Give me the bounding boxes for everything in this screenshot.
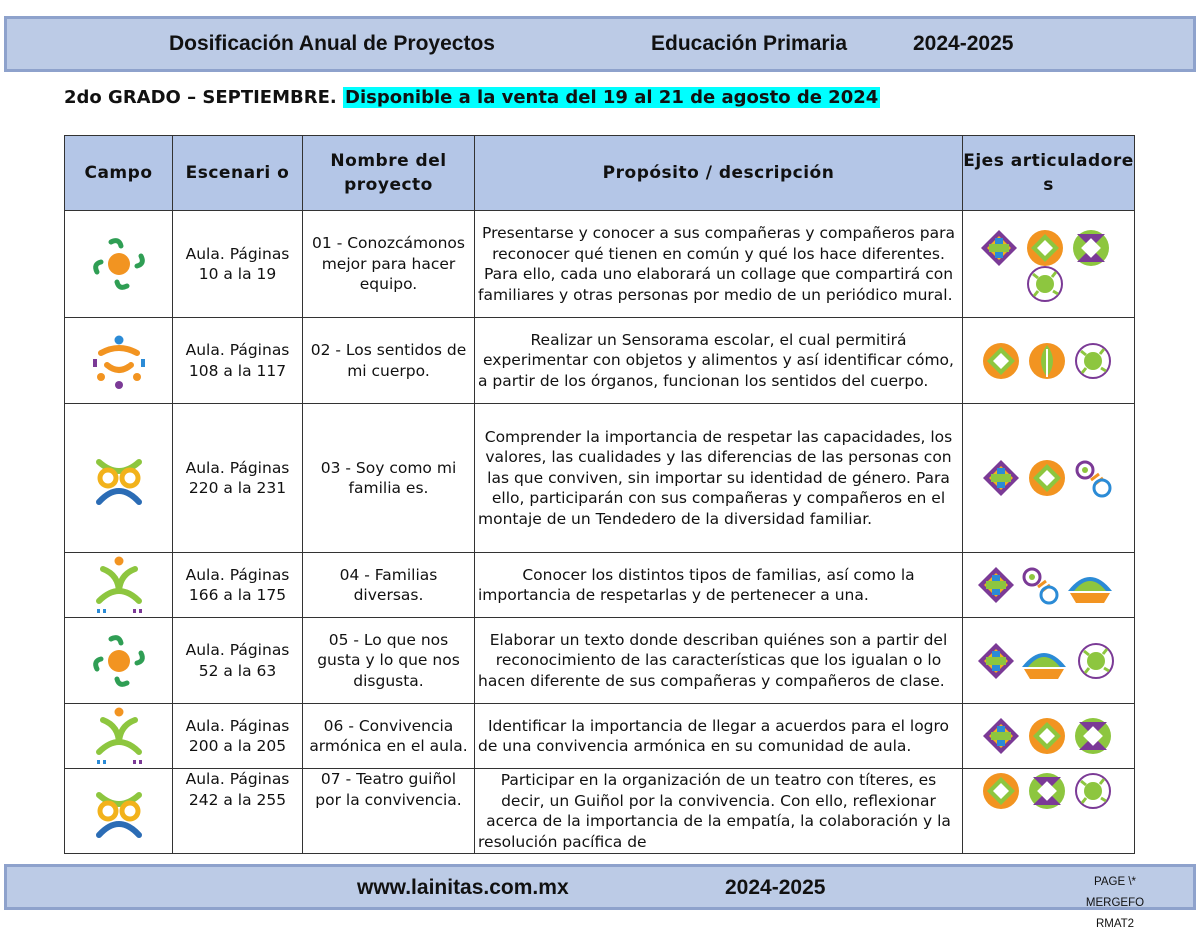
header-nombre: Nombre del proyecto	[303, 136, 475, 211]
campo-lenguajes-icon	[68, 555, 169, 615]
header-proposito: Propósito / descripción	[475, 136, 963, 211]
table-row	[65, 318, 1135, 404]
table-row	[65, 211, 1135, 318]
ejes-cell	[963, 553, 1135, 618]
projects-table	[64, 135, 1135, 854]
pensamiento-critico-icon	[1029, 460, 1065, 496]
table-row	[65, 769, 1135, 854]
header-escenario: Escenari o	[173, 136, 303, 211]
nombre-cell: 06 - Convivencia armónica en el aula.	[303, 704, 475, 769]
campo-cell	[65, 211, 173, 318]
ejes-icons	[966, 339, 1131, 383]
escenario-cell: Aula. Páginas 108 a la 117	[173, 318, 303, 404]
ejes-icons	[966, 714, 1131, 758]
escenario-cell: Aula. Páginas 52 a la 63	[173, 618, 303, 704]
table-header-row	[65, 136, 1135, 211]
vida-saludable-icon	[1076, 344, 1110, 378]
website-link[interactable]: www.lainitas.com.mx	[357, 876, 569, 899]
table-row	[65, 553, 1135, 618]
campo-cell	[65, 553, 173, 618]
footer-year: 2024-2025	[725, 876, 826, 899]
vida-saludable-leaf-icon	[1029, 343, 1065, 379]
campo-cell	[65, 618, 173, 704]
escenario-cell: Aula. Páginas 200 a la 205	[173, 704, 303, 769]
ejes-cell	[963, 318, 1135, 404]
campo-etica-naturaleza-icon	[68, 234, 169, 294]
ejes-cell	[963, 704, 1135, 769]
campo-cell	[65, 769, 173, 854]
inclusion-icon	[981, 230, 1017, 266]
header-ejes: Ejes articuladore s	[963, 136, 1135, 211]
ejes-icons	[966, 769, 1131, 813]
inclusion-icon	[978, 567, 1014, 603]
nombre-cell: 01 - Conozcámonos mejor para hacer equipo.	[303, 211, 475, 318]
table-row	[65, 618, 1135, 704]
ejes-icons	[966, 224, 1131, 304]
vida-saludable-icon	[1028, 267, 1062, 301]
grade-subtitle	[64, 87, 880, 108]
inclusion-icon	[983, 718, 1019, 754]
school-year: 2024-2025	[913, 32, 1014, 55]
pensamiento-critico-icon	[983, 343, 1019, 379]
nombre-cell: 05 - Lo que nos gusta y lo que nos disgusta.	[303, 618, 475, 704]
nombre-cell: 04 - Familias diversas.	[303, 553, 475, 618]
grade-month: 2do GRADO – SEPTIEMBRE.	[64, 87, 337, 108]
interculturalidad-icon	[1075, 718, 1111, 754]
campo-etica-naturaleza-icon	[68, 631, 169, 691]
pensamiento-critico-icon	[1029, 718, 1065, 754]
ejes-cell	[963, 404, 1135, 553]
proposito-cell: Identificar la importancia de llegar a acuerdos para el logro de una convivencia armónica en su comunidad de aula.	[475, 704, 963, 769]
ejes-cell	[963, 769, 1135, 854]
inclusion-icon	[978, 643, 1014, 679]
ejes-icons	[966, 563, 1131, 607]
vida-saludable-icon	[1079, 644, 1113, 678]
artes-icon	[1068, 577, 1112, 603]
artes-icon	[1022, 653, 1066, 679]
pensamiento-critico-icon	[1027, 230, 1063, 266]
nombre-cell: 02 - Los sentidos de mi cuerpo.	[303, 318, 475, 404]
table-row	[65, 404, 1135, 553]
ejes-cell	[963, 211, 1135, 318]
document-title: Dosificación Anual de Proyectos	[169, 32, 495, 55]
campo-cell	[65, 318, 173, 404]
footer-bar	[4, 864, 1196, 910]
page-number-field: PAGE \* MERGEFO RMAT2	[1085, 876, 1145, 927]
escenario-cell: Aula. Páginas 242 a la 255	[173, 769, 303, 854]
table-row	[65, 704, 1135, 769]
interculturalidad-icon	[1073, 230, 1109, 266]
igualdad-genero-icon	[1077, 462, 1110, 496]
proposito-cell: Elaborar un texto donde describan quiénes son a partir del reconocimiento de las características que los igualan o lo hacen diferente de sus compañeras y compañeros de clase.	[475, 618, 963, 704]
ejes-icons	[966, 456, 1131, 500]
proposito-cell: Conocer los distintos tipos de familias, así como la importancia de respetarlas y de pertenecer a una.	[475, 553, 963, 618]
escenario-cell: Aula. Páginas 166 a la 175	[173, 553, 303, 618]
header-campo: Campo	[65, 136, 173, 211]
inclusion-icon	[983, 460, 1019, 496]
proposito-cell: Realizar un Sensorama escolar, el cual permitirá experimentar con objetos y alimentos y así identificar cómo, a partir de los órganos, funcionan los sentidos del cuerpo.	[475, 318, 963, 404]
escenario-cell: Aula. Páginas 220 a la 231	[173, 404, 303, 553]
escenario-cell: Aula. Páginas 10 a la 19	[173, 211, 303, 318]
proposito-cell: Presentarse y conocer a sus compañeras y compañeros para reconocer qué tienen en común y qué los hace diferentes. Para ello, cada uno elaborará un collage que compartirá con familiares y otras personas por medio de un periódico mural.	[475, 211, 963, 318]
igualdad-genero-icon	[1024, 569, 1057, 603]
ejes-icons	[966, 639, 1131, 683]
campo-de-lo-humano-icon	[68, 448, 169, 508]
pensamiento-critico-icon	[983, 773, 1019, 809]
campo-cell	[65, 704, 173, 769]
campo-lenguajes-icon	[68, 706, 169, 766]
availability-highlight: Disponible a la venta del 19 al 21 de agosto de 2024	[345, 87, 879, 108]
proposito-cell: Participar en la organización de un teatro con títeres, es decir, un Guiñol por la convivencia. Con ello, reflexionar acerca de la importancia de la empatía, la colaboración y la resolución pacífica de	[475, 769, 963, 854]
nombre-cell: 07 - Teatro guiñol por la convivencia.	[303, 769, 475, 854]
campo-saberes-icon	[68, 331, 169, 391]
nombre-cell: 03 - Soy como mi familia es.	[303, 404, 475, 553]
header-bar	[4, 16, 1196, 72]
education-level: Educación Primaria	[651, 32, 848, 55]
ejes-cell	[963, 618, 1135, 704]
campo-de-lo-humano-icon	[68, 781, 169, 841]
proposito-cell: Comprender la importancia de respetar las capacidades, los valores, las cualidades y las diferencias de las personas con las que conviven, sin importar su identidad de género. Para ello, participarán con sus compañeras y compañeros en el montaje de un Tendedero de la diversidad familiar.	[475, 404, 963, 553]
vida-saludable-icon	[1076, 774, 1110, 808]
campo-cell	[65, 404, 173, 553]
interculturalidad-icon	[1029, 773, 1065, 809]
